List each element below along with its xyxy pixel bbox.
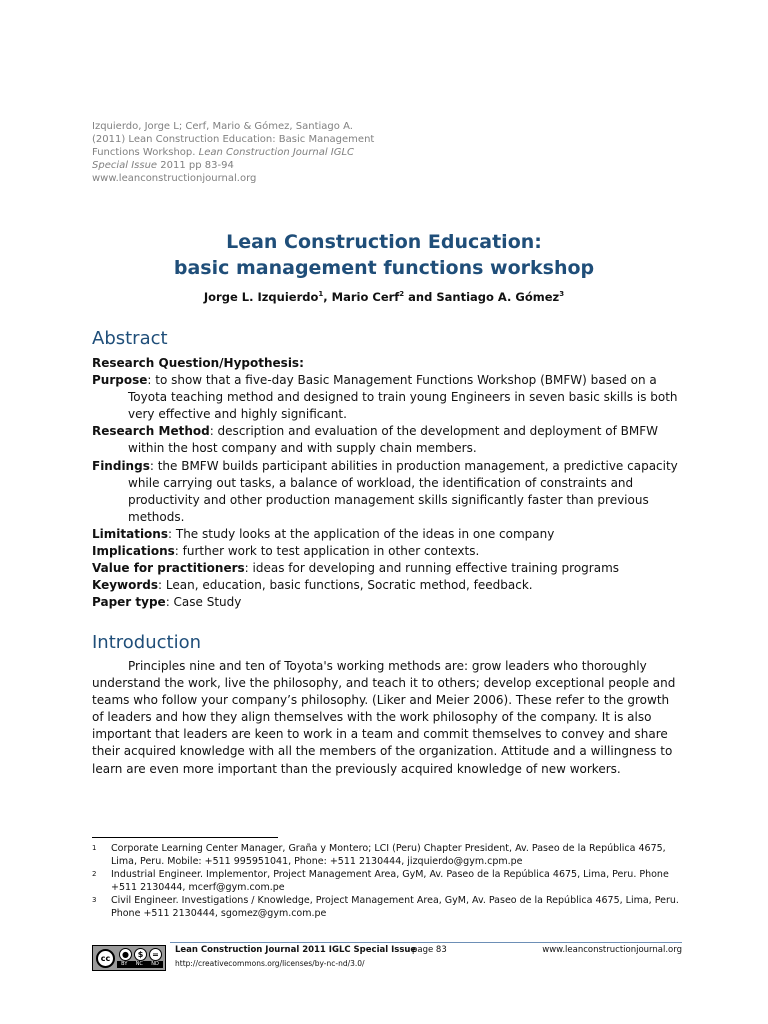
cc-by-label: BY [121, 961, 128, 967]
abstract-label: Paper type [92, 595, 166, 610]
footnote-2 [92, 869, 692, 894]
abstract-text: : Case Study [165, 595, 242, 610]
footnote-number: 2 [92, 870, 97, 879]
abstract-text: : ideas for developing and running effective training programs [244, 561, 620, 576]
attribution-icon: ● [119, 948, 132, 961]
abstract-item [92, 423, 682, 457]
footnote-text: Civil Engineer. Investigations / Knowledge, Project Management Area, GyM, Av. Paseo de la República 4675, Lima, Peru. Phone +511 2130444, sgomez@gym.com.pe [111, 895, 679, 919]
citation-journal: Lean Construction Journal IGLC [198, 147, 355, 158]
page-number: page 83 [412, 945, 447, 955]
citation-issue: Special Issue [92, 160, 158, 171]
author-3: and Santiago A. Gómez [404, 290, 560, 304]
abstract-text: : the BMFW builds participant abilities in production management, a predictive capacity while carrying out tasks, a balance of workload, the identification of constraints and productivity and other production management skills significantly faster than previous methods. [128, 458, 678, 524]
abstract-item [92, 543, 682, 560]
author-1: Jorge L. Izquierdo [203, 290, 319, 304]
citation-block [92, 120, 412, 185]
citation-website: www.leanconstructionjournal.org [92, 173, 257, 184]
creative-commons-badge [92, 945, 166, 971]
cc-nc-label: NC [135, 961, 143, 967]
abstract-body [92, 355, 682, 611]
citation-pages: 2011 pp 83-94 [157, 160, 234, 171]
abstract-text: : The study looks at the application of the ideas in one company [168, 526, 555, 541]
footnote-text: Industrial Engineer. Implementor, Project Management Area, GyM, Av. Paseo de la República 4675, Lima, Peru. Phone +511 2130444, mcerf@gym.com.pe [111, 869, 669, 893]
abstract-label: Limitations [92, 526, 168, 541]
citation-line: (2011) Lean Construction Education: Basic Management [92, 134, 375, 145]
abstract-item [92, 526, 682, 543]
introduction-paragraph: Principles nine and ten of Toyota's working methods are: grow leaders who thoroughly understand the work, live the philosophy, and teach it to others; develop exceptional people and teams who follow your company’s philosophy. (Liker and Meier 2006). These refer to the growth of leaders and how they align themselves with the work philosophy of the company. It is also important that leaders are keen to work in a team and commit themselves to convey and share their acquired knowledge with all the members of the organization. Attitude and a willingness to learn are even more important than the previously acquired knowledge of new workers. [92, 659, 676, 776]
author-2: , Mario Cerf [323, 290, 400, 304]
abstract-label: Value for practitioners [92, 561, 245, 576]
footer-divider [170, 942, 682, 943]
footnote-3 [92, 895, 692, 920]
footer-journal: Lean Construction Journal 2011 IGLC Special Issue [175, 945, 417, 955]
abstract-item [92, 594, 682, 611]
abstract-label: Research Method [92, 424, 210, 439]
citation-line [92, 146, 412, 159]
abstract-text: : Lean, education, basic functions, Socratic method, feedback. [158, 578, 533, 593]
abstract-text: : to show that a five-day Basic Management Functions Workshop (BMFW) based on a Toyota teaching method and designed to train young Engineers in seven basic skills is both very effective and highly significant. [128, 373, 678, 422]
author-3-footnote-ref: 3 [559, 290, 565, 299]
footer-website: www.leanconstructionjournal.org [542, 945, 682, 955]
footnote-divider [92, 837, 278, 838]
abstract-item [92, 355, 682, 372]
footnote-number: 1 [92, 844, 97, 852]
footnote-text: Corporate Learning Center Manager, Graña y Montero; LCI (Peru) Chapter President, Av. Paseo de la República 4675, Lima, Peru. Mobile: +511 995951041, Phone: +511 2130444, jizquierdo@gym.cpm.pe [111, 843, 666, 867]
author-1-footnote-ref: 1 [318, 290, 324, 299]
abstract-item [92, 577, 682, 594]
abstract-item [92, 458, 682, 526]
introduction-heading: Introduction [92, 632, 202, 653]
cc-license-band [117, 961, 163, 968]
abstract-label: Purpose [92, 373, 148, 388]
citation-text: Functions Workshop. [92, 147, 199, 158]
noderivatives-icon: = [149, 948, 162, 961]
abstract-label: Findings [92, 458, 150, 473]
license-url: http://creativecommons.org/licenses/by-nc-nd/3.0/ [175, 959, 365, 968]
abstract-label: Research Question/Hypothesis: [92, 356, 304, 370]
abstract-text: : further work to test application in other contexts. [174, 544, 480, 559]
footnote-1 [92, 843, 692, 868]
abstract-heading: Abstract [92, 328, 168, 349]
paper-title [0, 229, 768, 281]
title-line-1: Lean Construction Education: [226, 231, 542, 253]
cc-icon: cc [96, 949, 115, 968]
footnotes [92, 843, 692, 922]
cc-nd-label: ND [151, 961, 159, 967]
noncommercial-icon: $ [134, 948, 147, 961]
abstract-text: : description and evaluation of the development and deployment of BMFW within the host company and with supply chain members. [128, 424, 658, 456]
abstract-label: Keywords [92, 578, 159, 593]
abstract-label: Implications [92, 544, 175, 559]
abstract-item [92, 372, 682, 423]
abstract-item [92, 560, 682, 577]
citation-line [92, 159, 412, 172]
title-line-2: basic management functions workshop [173, 257, 595, 279]
author-list [0, 290, 768, 304]
citation-line: Izquierdo, Jorge L; Cerf, Mario & Gómez, Santiago A. [92, 121, 353, 132]
footnote-number: 3 [92, 896, 97, 905]
author-2-footnote-ref: 2 [399, 290, 405, 299]
